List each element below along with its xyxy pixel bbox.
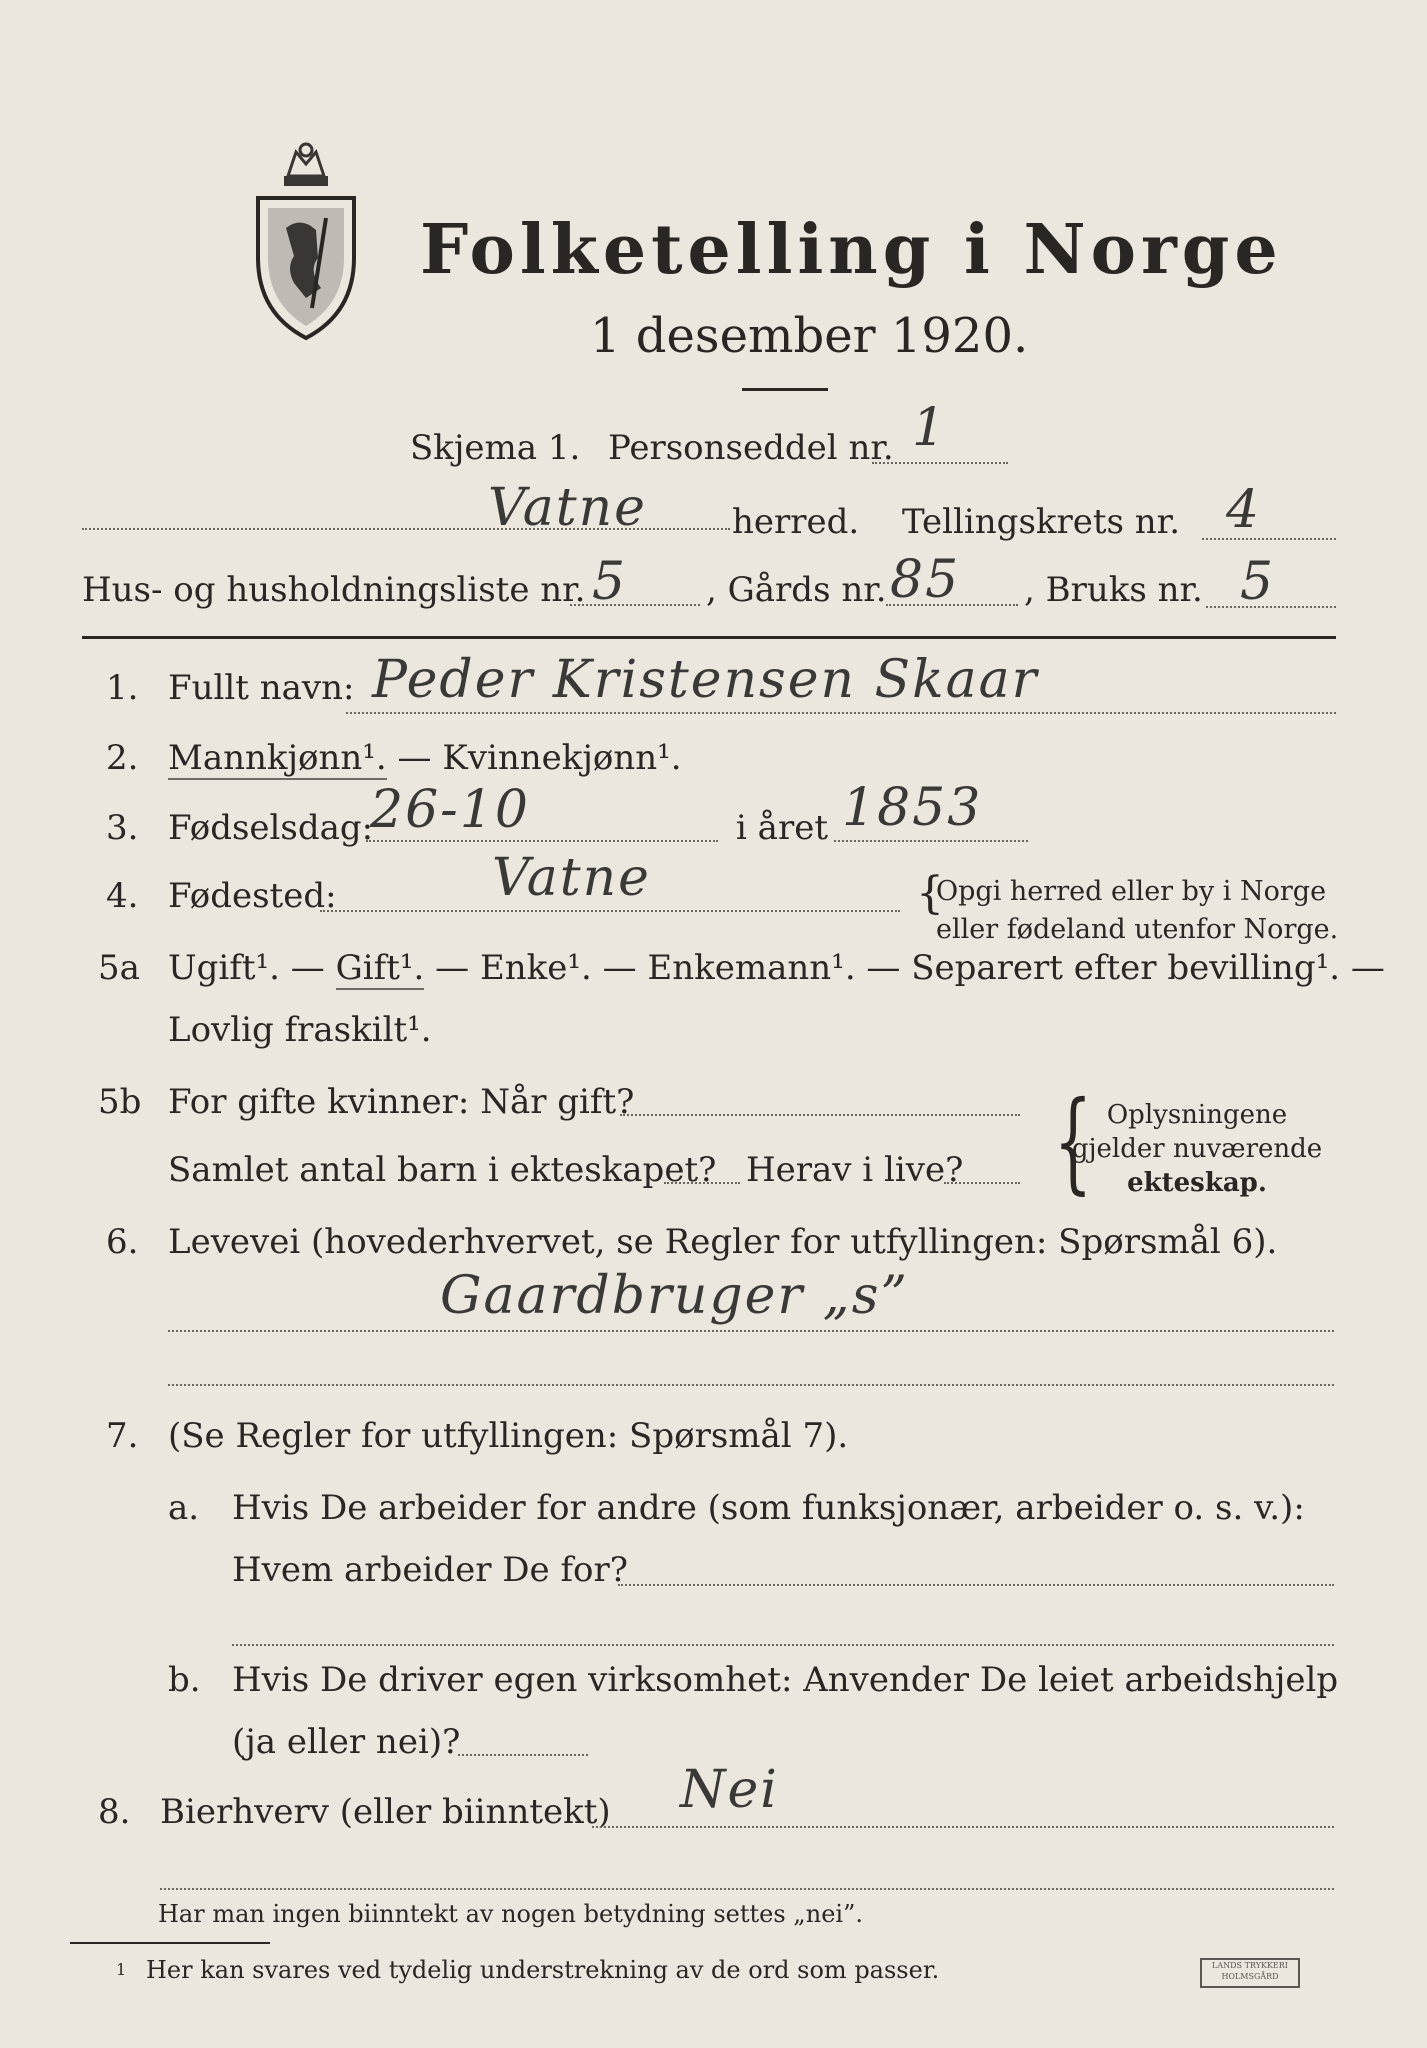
q1-full-name-value: Peder Kristensen Skaar <box>372 650 1039 710</box>
personseddel-label: Personseddel nr. <box>608 428 894 468</box>
q3-number: 3. <box>106 808 139 848</box>
footnote-text: Her kan svares ved tydelig understrekning av de ord som passer. <box>146 1956 940 1984</box>
q5b-line2b: Herav i live? <box>746 1150 964 1190</box>
q5b-number: 5b <box>98 1082 142 1122</box>
q7a-number: a. <box>168 1488 200 1528</box>
q7b-line1: Hvis De driver egen virksomhet: Anvender De leiet arbeidshjelp <box>232 1660 1339 1700</box>
q8-side-income-value: Nei <box>680 1760 779 1820</box>
bruks-value: 5 <box>1240 552 1276 612</box>
q5a-options: Ugift¹. — Gift¹. — Enke¹. — Enkemann¹. — Separert efter bevilling¹. — <box>168 948 1385 988</box>
q8-label: Bierhverv (eller biinntekt) <box>160 1792 611 1832</box>
q6-label: Levevei (hovederhvervet, se Regler for utfyllingen: Spørsmål 6). <box>168 1222 1278 1262</box>
q3-label: Fødselsdag: <box>168 808 374 848</box>
footer-note: Har man ingen biinntekt av nogen betydning settes „nei”. <box>158 1900 863 1928</box>
gards-value: 85 <box>890 550 961 610</box>
q6-number: 6. <box>106 1222 139 1262</box>
tellingskrets-value: 4 <box>1226 480 1262 540</box>
q2-female-option: Kvinnekjønn¹. <box>442 738 682 778</box>
q5b-note: Oplysningene gjelder nuværende ekteskap. <box>1071 1100 1323 1198</box>
q7-number: 7. <box>106 1416 139 1456</box>
q5a-fraskilt-option: Lovlig fraskilt¹. <box>168 1010 432 1050</box>
q8-number: 8. <box>98 1792 131 1832</box>
q4-number: 4. <box>106 876 139 916</box>
footnote-rule <box>70 1942 270 1944</box>
q7b-number: b. <box>168 1660 201 1700</box>
coat-of-arms-icon <box>246 138 366 348</box>
tellingskrets-label: Tellingskrets nr. <box>902 502 1181 542</box>
hus-value: 5 <box>592 552 628 612</box>
q7a-line1: Hvis De arbeider for andre (som funksjonær, arbeider o. s. v.): <box>232 1488 1305 1528</box>
q5b-line2: Samlet antal barn i ekteskapet? <box>168 1150 717 1190</box>
q3-year-label: i året <box>736 808 828 848</box>
q7b-line2: (ja eller nei)? <box>232 1722 461 1762</box>
q5a-ugift-option: Ugift¹. <box>168 948 280 988</box>
q1-label: Fullt navn: <box>168 668 355 708</box>
q7-label: (Se Regler for utfyllingen: Spørsmål 7). <box>168 1416 849 1456</box>
q4-note-line2: eller fødeland utenfor Norge. <box>936 914 1339 945</box>
q1-number: 1. <box>106 668 139 708</box>
q2-male-option: Mannkjønn¹. <box>168 738 387 778</box>
q5a-other-options: — Enke¹. — Enkemann¹. — Separert efter bevilling¹. — <box>424 948 1385 988</box>
q2-number: 2. <box>106 738 139 778</box>
q3-year-value: 1853 <box>842 778 983 838</box>
q7a-line2: Hvem arbeider De for? <box>232 1550 628 1590</box>
q5a-gift-option: Gift¹. <box>335 948 425 988</box>
q4-label: Fødested: <box>168 876 337 916</box>
q5b-line1: For gifte kvinner: Når gift? <box>168 1082 635 1122</box>
header-rule <box>82 636 1336 639</box>
census-form: Folketelling i Norge 1 desember 1920. Skjema 1. Personseddel nr. 1 Vatne herred. Tellingskrets nr. 4 Hus- og husholdningsliste nr. 5 , Gårds nr. 85 , Bruks nr. 5 1. Fullt navn: Peder Kristensen Skaar 2. Mannkjønn¹. — Kvinnekjønn¹. 3. Fødselsdag: 26-10 i året 1853 4. Fødested: Vatne { Opgi herred eller by i Norge eller fødeland utenfor Norge. 5a Ugift¹. — Gift¹. — Enke¹. — Enkemann¹. — Separert efter bevilling¹. — Lovlig fraskilt¹. 5b For gifte kvinner: Når gift? Samlet antal barn i ekteskapet? Herav i live? { Oplysningene gjelder nuværende ekteskap. 6. Levevei (hovederhvervet, se Regler for utfyllingen: Spørsmål 6). Gaardbruger „s” 7. (Se Regler for utfyllingen: Spørsmål 7). a. Hvis De arbeider for andre (som funksjonær, arbeider o. s. v.): Hvem arbeider De for? b. Hvis De driver egen virksomhet: Anvender De leiet arbeidshjelp (ja eller nei)? 8. Bierhverv (eller biinntekt) Nei Har man ingen biinntekt av nogen betydning settes „nei”. 1 Her kan svares ved tydelig understrekning av de ord som passer. LANDS TRYKKERI HOLMSGÅRD <box>0 0 1427 2048</box>
q4-note-line1: Opgi herred eller by i Norge <box>936 876 1327 907</box>
q3-birthday-value: 26-10 <box>370 780 530 840</box>
form-title: Folketelling i Norge <box>420 210 1283 290</box>
q2-options: Mannkjønn¹. — Kvinnekjønn¹. <box>168 738 682 778</box>
gards-label: , Gårds nr. <box>706 570 887 610</box>
form-date: 1 desember 1920. <box>590 308 1029 364</box>
q4-birthplace-value: Vatne <box>492 848 651 908</box>
bruks-label: , Bruks nr. <box>1024 570 1203 610</box>
herred-value: Vatne <box>488 478 647 538</box>
footnote-number: 1 <box>116 1960 127 1979</box>
hus-label: Hus- og husholdningsliste nr. <box>82 570 586 610</box>
q6-occupation-value: Gaardbruger „s” <box>440 1266 909 1326</box>
personseddel-value: 1 <box>912 398 948 458</box>
q5a-number: 5a <box>98 948 140 988</box>
skjema-label: Skjema 1. <box>410 428 581 468</box>
title-divider <box>742 388 828 391</box>
herred-label: herred. <box>732 502 860 542</box>
printer-stamp: LANDS TRYKKERI HOLMSGÅRD <box>1200 1958 1300 1988</box>
